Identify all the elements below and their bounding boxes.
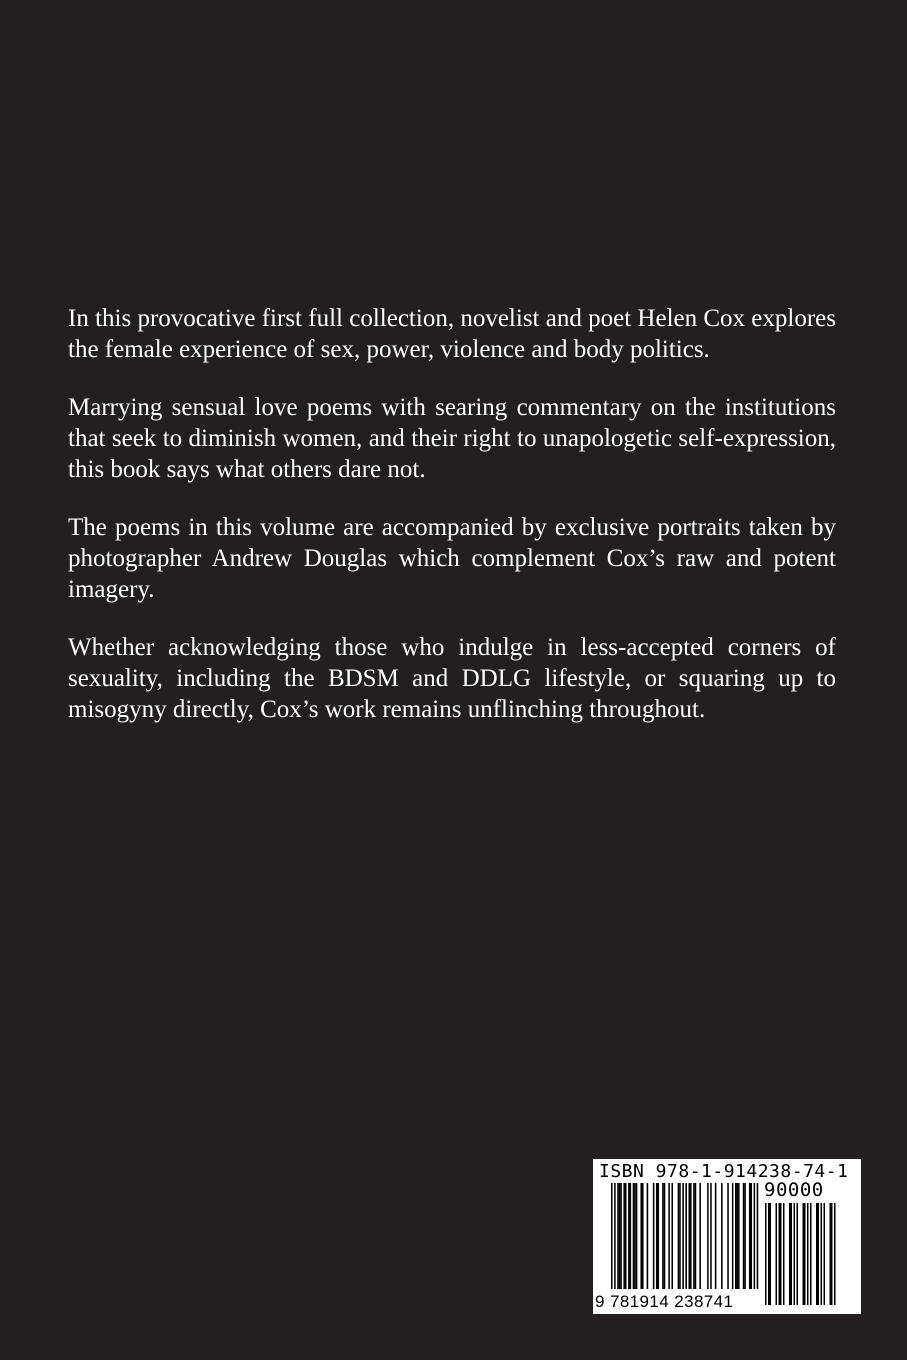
barcode-bar [693, 1183, 695, 1289]
addon-bar [789, 1203, 791, 1305]
addon-bar [797, 1203, 799, 1305]
barcode-bar [614, 1183, 616, 1289]
barcode-bar [751, 1183, 753, 1289]
addon-bar [765, 1203, 767, 1305]
barcode-bar [699, 1183, 701, 1289]
barcode-bar [619, 1183, 621, 1289]
barcode-bar [662, 1183, 664, 1289]
barcode-bar [690, 1183, 692, 1289]
barcode-bar [640, 1183, 642, 1289]
addon-bar [780, 1203, 782, 1305]
isbn-barcode [593, 1159, 861, 1314]
blurb-paragraph: The poems in this volume are accompanied by exclusive portraits taken by photographer Andrew Douglas which complement Cox’s raw and potent imagery. [68, 514, 836, 603]
addon-bar [776, 1203, 778, 1305]
barcode-bar [671, 1183, 673, 1289]
barcode-bar [721, 1183, 723, 1289]
barcode-bar [682, 1183, 684, 1289]
addon-bar [803, 1203, 805, 1305]
barcode-bar [732, 1183, 734, 1289]
barcode-bar [630, 1183, 632, 1289]
barcode-bar [735, 1183, 737, 1289]
addon-bars [765, 1203, 836, 1305]
barcode-bar [749, 1183, 751, 1289]
addon-bar [810, 1203, 812, 1305]
ean-digits: 9 781914 238741 [595, 1292, 734, 1311]
barcode-bar [737, 1183, 739, 1289]
barcode-bar [757, 1183, 759, 1289]
ean-bars [611, 1183, 758, 1289]
barcode-bar [647, 1183, 649, 1289]
blurb-paragraph: Marrying sensual love poems with searing commentary on the institutions that seek to diminish women, and their right to unapologetic self-expression, this book says what others dare not. [68, 394, 836, 483]
addon-bar [816, 1203, 818, 1305]
addon-bar [824, 1203, 826, 1305]
addon-bar [831, 1203, 833, 1305]
barcode-bar [678, 1183, 680, 1289]
barcode-bar [715, 1183, 717, 1289]
barcode-bar [664, 1183, 666, 1289]
addon-bar [834, 1203, 836, 1305]
barcode-bar [636, 1183, 638, 1289]
barcode-bar [707, 1183, 709, 1289]
barcode-bar [620, 1183, 622, 1289]
barcode-bar [754, 1183, 756, 1289]
barcode-bar [710, 1183, 712, 1289]
barcode-bar [744, 1183, 746, 1289]
barcode-bar [625, 1183, 627, 1289]
barcode-bar [738, 1183, 740, 1289]
addon-bar [807, 1203, 809, 1305]
barcode-bar [679, 1183, 681, 1289]
barcode-bar [611, 1183, 613, 1289]
addon-bar [791, 1203, 793, 1305]
addon-bar [804, 1203, 806, 1305]
barcode-bar [727, 1183, 729, 1289]
addon-bar [779, 1203, 781, 1305]
addon-bar [821, 1203, 823, 1305]
barcode-bar [634, 1183, 636, 1289]
addon-bar [830, 1203, 832, 1305]
back-cover-blurb [68, 303, 836, 752]
addon-bar [794, 1203, 796, 1305]
barcode-bar [695, 1183, 697, 1289]
addon-bar [783, 1203, 785, 1305]
barcode-bar [642, 1183, 644, 1289]
barcode-bar [653, 1183, 655, 1289]
barcode-bar [689, 1183, 691, 1289]
barcode-bar [668, 1183, 670, 1289]
addon-bar [818, 1203, 820, 1305]
barcode-bar [685, 1183, 687, 1289]
barcode-bars [593, 1159, 861, 1314]
isbn-label: ISBN 978-1-914238-74-1 [599, 1161, 849, 1182]
barcode-bar [658, 1183, 660, 1289]
addon-bar [768, 1203, 770, 1305]
barcode-bar [633, 1183, 635, 1289]
blurb-paragraph: In this provocative first full collection, novelist and poet Helen Cox explores the female experience of sex, power, violence and body politics. [68, 305, 836, 363]
addon-bar [770, 1203, 772, 1305]
barcode-addon-digits: 90000 [764, 1179, 824, 1201]
barcode-bar [628, 1183, 630, 1289]
blurb-paragraph: Whether acknowledging those who indulge in less-accepted corners of sexuality, including the BDSM and DDLG lifestyle, or squaring up to misogyny directly, Cox’s work remains unflinching throughout. [68, 634, 836, 723]
barcode-bar [656, 1183, 658, 1289]
barcode-bar [617, 1183, 619, 1289]
barcode-bar [743, 1183, 745, 1289]
barcode-bar [623, 1183, 625, 1289]
